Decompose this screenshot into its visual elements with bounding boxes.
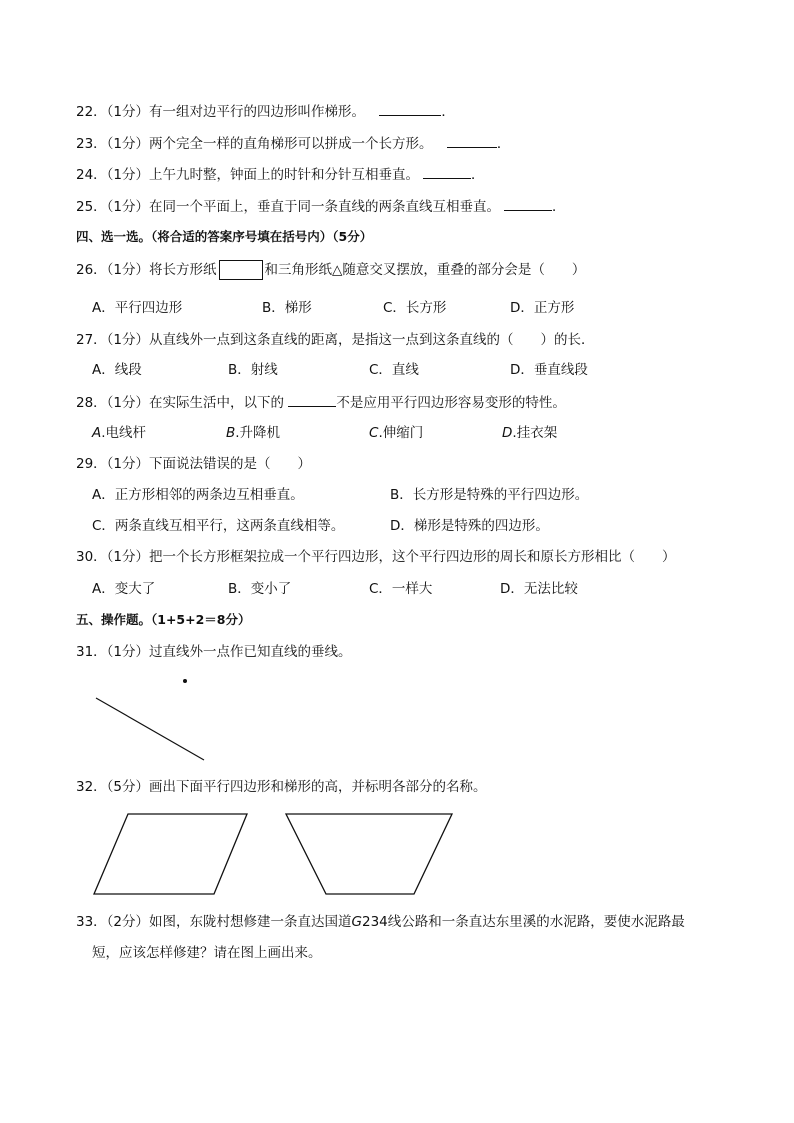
question-30: 30．（1分）把一个长方形框架拉成一个平行四边形，这个平行四边形的周长和原长方形相比（ ）: [76, 549, 676, 565]
rectangle-figure: [219, 260, 263, 280]
parallelogram-shape: [94, 814, 247, 894]
answer-blank[interactable]: [379, 101, 441, 116]
section-heading-5: 五、操作题。（1+5+2＝8分）: [76, 612, 251, 627]
q29-option-a[interactable]: A．正方形相邻的两条边互相垂直。: [92, 487, 304, 503]
question-33: 33．（2分）如图，东陇村想修建一条直达国道G234线公路和一条直达东里溪的水泥路，要使水泥路最: [76, 914, 685, 930]
q29-option-d[interactable]: D．梯形是特殊的四边形。: [390, 518, 549, 534]
question-text: 25．（1分）在同一个平面上，垂直于同一条直线的两条直线互相垂直。: [76, 199, 501, 215]
q27-option-d[interactable]: D．垂直线段: [510, 362, 588, 378]
question-26: 26．（1分）将长方形纸 和三角形纸△随意交叉摆放，重叠的部分会是（ ）: [76, 262, 586, 278]
question-25: 25．（1分）在同一个平面上，垂直于同一条直线的两条直线互相垂直。 ．: [76, 196, 566, 217]
answer-blank[interactable]: [423, 164, 471, 179]
q26-option-d[interactable]: D．正方形: [510, 300, 575, 316]
point-marker: [183, 679, 187, 683]
question-24: 24．（1分）上午九时整，钟面上的时针和分针互相垂直。 ．: [76, 164, 485, 185]
answer-blank[interactable]: [288, 392, 336, 407]
answer-blank[interactable]: [504, 196, 552, 211]
q27-option-a[interactable]: A．线段: [92, 362, 142, 378]
question-28: 28．（1分）在实际生活中，以下的 不是应用平行四边形容易变形的特性。: [76, 392, 566, 413]
q28-option-b[interactable]: B.升降机: [226, 425, 281, 441]
q28-option-c[interactable]: C.伸缩门: [369, 425, 424, 441]
given-line: [96, 698, 204, 760]
q26-option-c[interactable]: C．长方形: [383, 300, 447, 316]
q30-option-b[interactable]: B．变小了: [228, 581, 292, 597]
q28-option-d[interactable]: D.挂衣架: [502, 425, 558, 441]
shapes-figure: [90, 808, 460, 898]
question-31: 31．（1分）过直线外一点作已知直线的垂线。: [76, 644, 352, 660]
question-32: 32．（5分）画出下面平行四边形和梯形的高，并标明各部分的名称。: [76, 779, 487, 795]
q30-option-a[interactable]: A．变大了: [92, 581, 156, 597]
question-27: 27．（1分）从直线外一点到这条直线的距离，是指这一点到这条直线的（ ）的长．: [76, 332, 595, 348]
question-text: 28．（1分）在实际生活中，以下的: [76, 395, 285, 411]
q26-option-a[interactable]: A．平行四边形: [92, 300, 183, 316]
q30-option-d[interactable]: D．无法比较: [500, 581, 578, 597]
trapezoid-shape: [286, 814, 452, 894]
q28-option-a[interactable]: A.电线杆: [92, 425, 147, 441]
question-text: 22．（1分）有一组对边平行的四边形叫作梯形。: [76, 104, 366, 120]
question-text: 26．（1分）将长方形纸: [76, 262, 217, 278]
q27-option-b[interactable]: B．射线: [228, 362, 278, 378]
q27-option-c[interactable]: C．直线: [369, 362, 419, 378]
q29-option-c[interactable]: C．两条直线互相平行，这两条直线相等。: [92, 518, 345, 534]
question-29: 29．（1分）下面说法错误的是（ ）: [76, 456, 312, 472]
q29-option-b[interactable]: B．长方形是特殊的平行四边形。: [390, 487, 589, 503]
q30-option-c[interactable]: C．一样大: [369, 581, 433, 597]
answer-blank[interactable]: [447, 133, 497, 148]
question-33-continued: 短，应该怎样修建？请在图上画出来。: [92, 945, 322, 961]
q26-option-b[interactable]: B．梯形: [262, 300, 312, 316]
question-22: 22．（1分）有一组对边平行的四边形叫作梯形。 ．: [76, 101, 455, 122]
line-and-point-figure: [92, 674, 212, 764]
question-text: 23．（1分）两个完全一样的直角梯形可以拼成一个长方形。: [76, 136, 433, 152]
question-text: 24．（1分）上午九时整，钟面上的时针和分针互相垂直。: [76, 167, 420, 183]
section-heading-4: 四、选一选。（将合适的答案序号填在括号内）（5分）: [76, 229, 373, 244]
question-23: 23．（1分）两个完全一样的直角梯形可以拼成一个长方形。 ．: [76, 133, 510, 154]
